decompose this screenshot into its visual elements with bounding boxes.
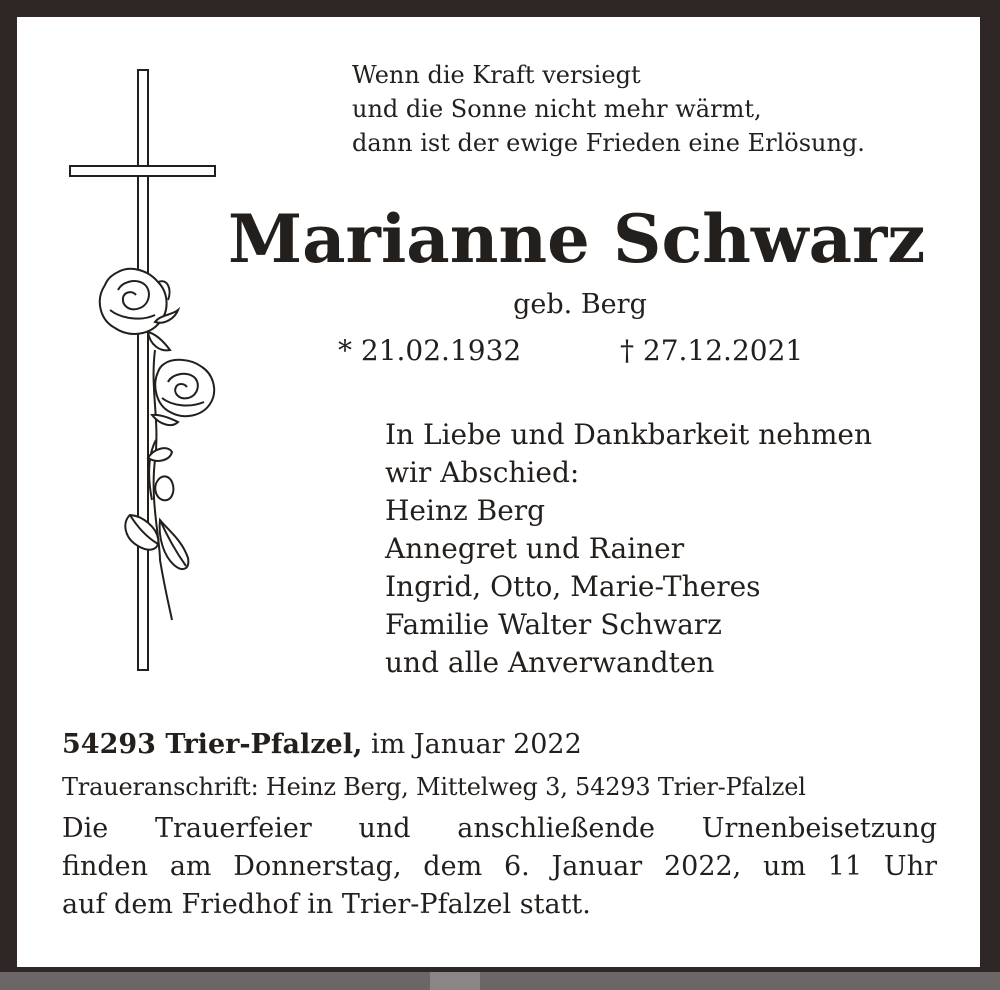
ceremony-line: auf dem Friedhof in Trier-Pfalzel statt. (62, 889, 591, 920)
poem-line: dann ist der ewige Frieden eine Erlösung. (352, 129, 865, 157)
mourner-name: Heinz Berg (385, 494, 546, 527)
bottom-scroll-strip (0, 972, 1000, 990)
born-name: geb. Berg (513, 289, 647, 320)
place: 54293 Trier-Pfalzel, (62, 729, 363, 760)
mourner-name: und alle Anverwandten (385, 646, 715, 679)
notice-date: im Januar 2022 (362, 729, 582, 760)
mourners-intro: wir Abschied: (385, 456, 580, 489)
mourner-name: Annegret und Rainer (385, 532, 685, 565)
mourners-block (385, 416, 872, 682)
mourning-address: Traueranschrift: Heinz Berg, Mittelweg 3, 54293 Trier-Pfalzel (62, 773, 806, 801)
death-date: † 27.12.2021 (620, 334, 804, 367)
ceremony-line: finden am Donnerstag, dem 6. Januar 2022, um 11 Uhr (62, 851, 937, 882)
place-date-line (62, 727, 582, 763)
ceremony-info (62, 810, 937, 924)
poem (352, 58, 865, 160)
mourners-intro: In Liebe und Dankbarkeit nehmen (385, 418, 872, 451)
deceased-name: Marianne Schwarz (228, 200, 926, 278)
poem-line: Wenn die Kraft versiegt (352, 61, 641, 89)
ceremony-line: Die Trauerfeier und anschließende Urnenbeisetzung (62, 813, 937, 844)
mourner-name: Ingrid, Otto, Marie-Theres (385, 570, 761, 603)
mourner-name: Familie Walter Schwarz (385, 608, 722, 641)
scroll-segment (430, 972, 480, 990)
birth-date: * 21.02.1932 (338, 334, 522, 367)
cross-with-roses-icon (60, 60, 220, 680)
poem-line: und die Sonne nicht mehr wärmt, (352, 95, 762, 123)
